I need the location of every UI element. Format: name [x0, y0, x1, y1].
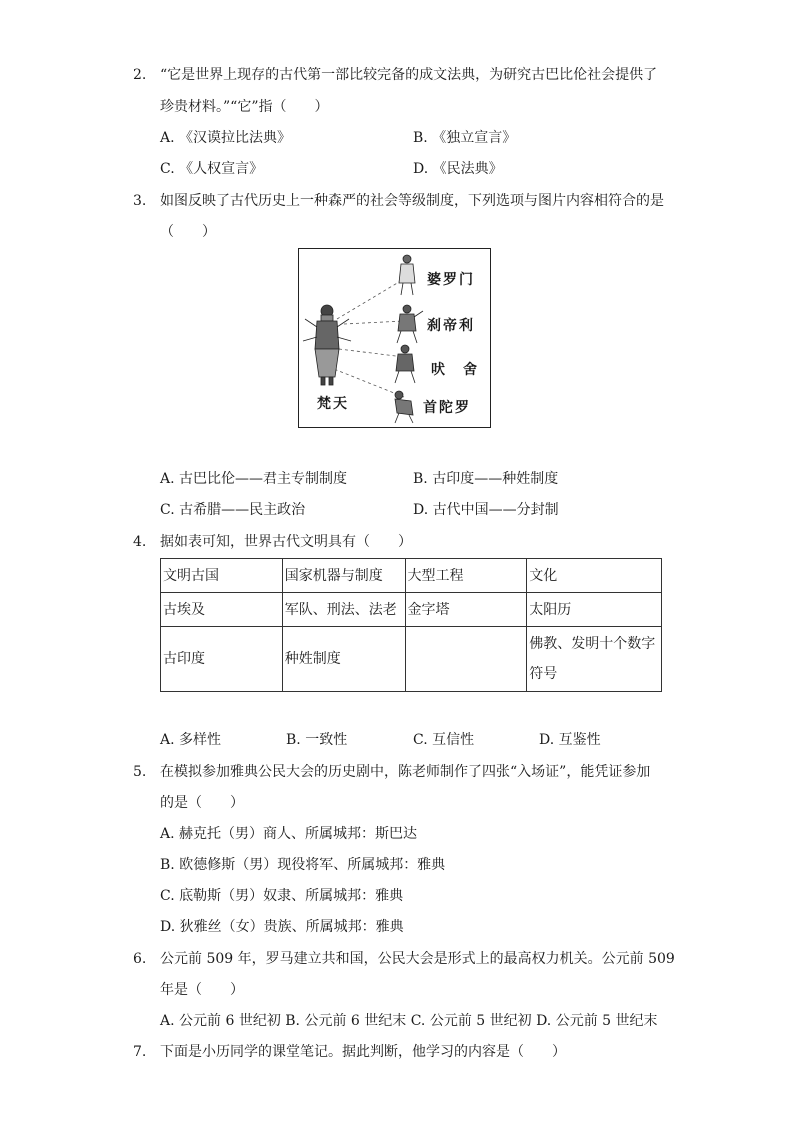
god-label: 梵天	[317, 396, 349, 412]
table-cell: 太阳历	[527, 593, 662, 627]
question-number: 2.	[133, 67, 147, 83]
shudra-figure	[395, 391, 413, 423]
option-b[interactable]: B. 欧德修斯（男）现役将军、所属城邦：雅典	[160, 857, 446, 873]
question-number: 4.	[133, 534, 147, 550]
question-stem: 如图反映了古代历史上一种森严的社会等级制度，下列选项与图片内容相符合的是	[160, 193, 664, 209]
caste-label-kshatriya: 刹帝利	[427, 318, 475, 334]
option-d[interactable]: D. 《民法典》	[413, 161, 503, 177]
option-b[interactable]: B. 《独立宣言》	[413, 130, 517, 146]
option-d[interactable]: D. 狄雅丝（女）贵族、所属城邦：雅典	[160, 919, 404, 935]
option-c[interactable]: C. 《人权宣言》	[160, 161, 264, 177]
caste-label-shudra: 首陀罗	[423, 400, 471, 416]
options-line[interactable]: A. 公元前 6 世纪初 B. 公元前 6 世纪末 C. 公元前 5 世纪初 D. 公元前 5 世纪末	[160, 1013, 658, 1029]
option-b[interactable]: B. 一致性	[286, 732, 348, 748]
table-cell: 军队、刑法、法老	[282, 593, 405, 627]
option-d[interactable]: D. 古代中国——分封制	[413, 502, 559, 518]
question-stem: （ ）	[160, 224, 216, 240]
option-b[interactable]: B. 古印度——种姓制度	[413, 471, 559, 487]
question-stem: 据如表可知，世界古代文明具有（ ）	[160, 534, 412, 550]
table-header-cell: 国家机器与制度	[282, 559, 405, 593]
table-row	[161, 627, 662, 692]
table-cell	[405, 627, 527, 692]
table-header-row	[161, 559, 662, 593]
question-number: 6.	[133, 951, 147, 967]
question-stem: 珍贵材料。”“它”指（ ）	[160, 99, 329, 115]
question-stem: “它是世界上现存的古代第一部比较完备的成文法典，为研究古巴比伦社会提供了	[160, 67, 658, 83]
option-c[interactable]: C. 互信性	[413, 732, 475, 748]
civilization-table	[160, 558, 662, 692]
option-a[interactable]: A. 古巴比伦——君主专制制度	[160, 471, 348, 487]
brahmin-figure	[399, 255, 415, 295]
table-cell: 佛教、发明十个数字符号	[527, 627, 662, 692]
caste-figure	[298, 248, 491, 428]
table-cell: 种姓制度	[282, 627, 405, 692]
table-cell: 金字塔	[405, 593, 527, 627]
table-header-cell: 大型工程	[405, 559, 527, 593]
table-header-cell: 文明古国	[161, 559, 283, 593]
question-stem: 在模拟参加雅典公民大会的历史剧中，陈老师制作了四张“入场证”，能凭证参加	[160, 764, 651, 780]
caste-label-vaishya: 吠 舍	[431, 362, 479, 378]
caste-label-brahmin: 婆罗门	[427, 272, 475, 288]
question-number: 3.	[133, 193, 147, 209]
vaishya-figure	[395, 345, 415, 383]
option-a[interactable]: A. 《汉谟拉比法典》	[160, 130, 292, 146]
table-cell: 古印度	[161, 627, 283, 692]
kshatriya-figure	[397, 305, 423, 343]
option-c[interactable]: C. 底勒斯（男）奴隶、所属城邦：雅典	[160, 888, 404, 904]
question-number: 7.	[133, 1044, 147, 1060]
option-a[interactable]: A. 赫克托（男）商人、所属城邦：斯巴达	[160, 826, 418, 842]
option-c[interactable]: C. 古希腊——民主政治	[160, 502, 306, 518]
question-stem: 下面是小历同学的课堂笔记。据此判断，他学习的内容是（ ）	[160, 1044, 566, 1060]
table-cell: 古埃及	[161, 593, 283, 627]
option-a[interactable]: A. 多样性	[160, 732, 222, 748]
table-row	[161, 593, 662, 627]
question-stem: 公元前 509 年，罗马建立共和国，公民大会是形式上的最高权力机关。公元前 509	[160, 951, 675, 967]
question-stem: 的是（ ）	[160, 795, 244, 811]
question-number: 5.	[133, 764, 147, 780]
question-stem: 年是（ ）	[160, 982, 244, 998]
option-d[interactable]: D. 互鉴性	[539, 732, 601, 748]
table-header-cell: 文化	[527, 559, 662, 593]
brahma-figure	[303, 305, 351, 385]
